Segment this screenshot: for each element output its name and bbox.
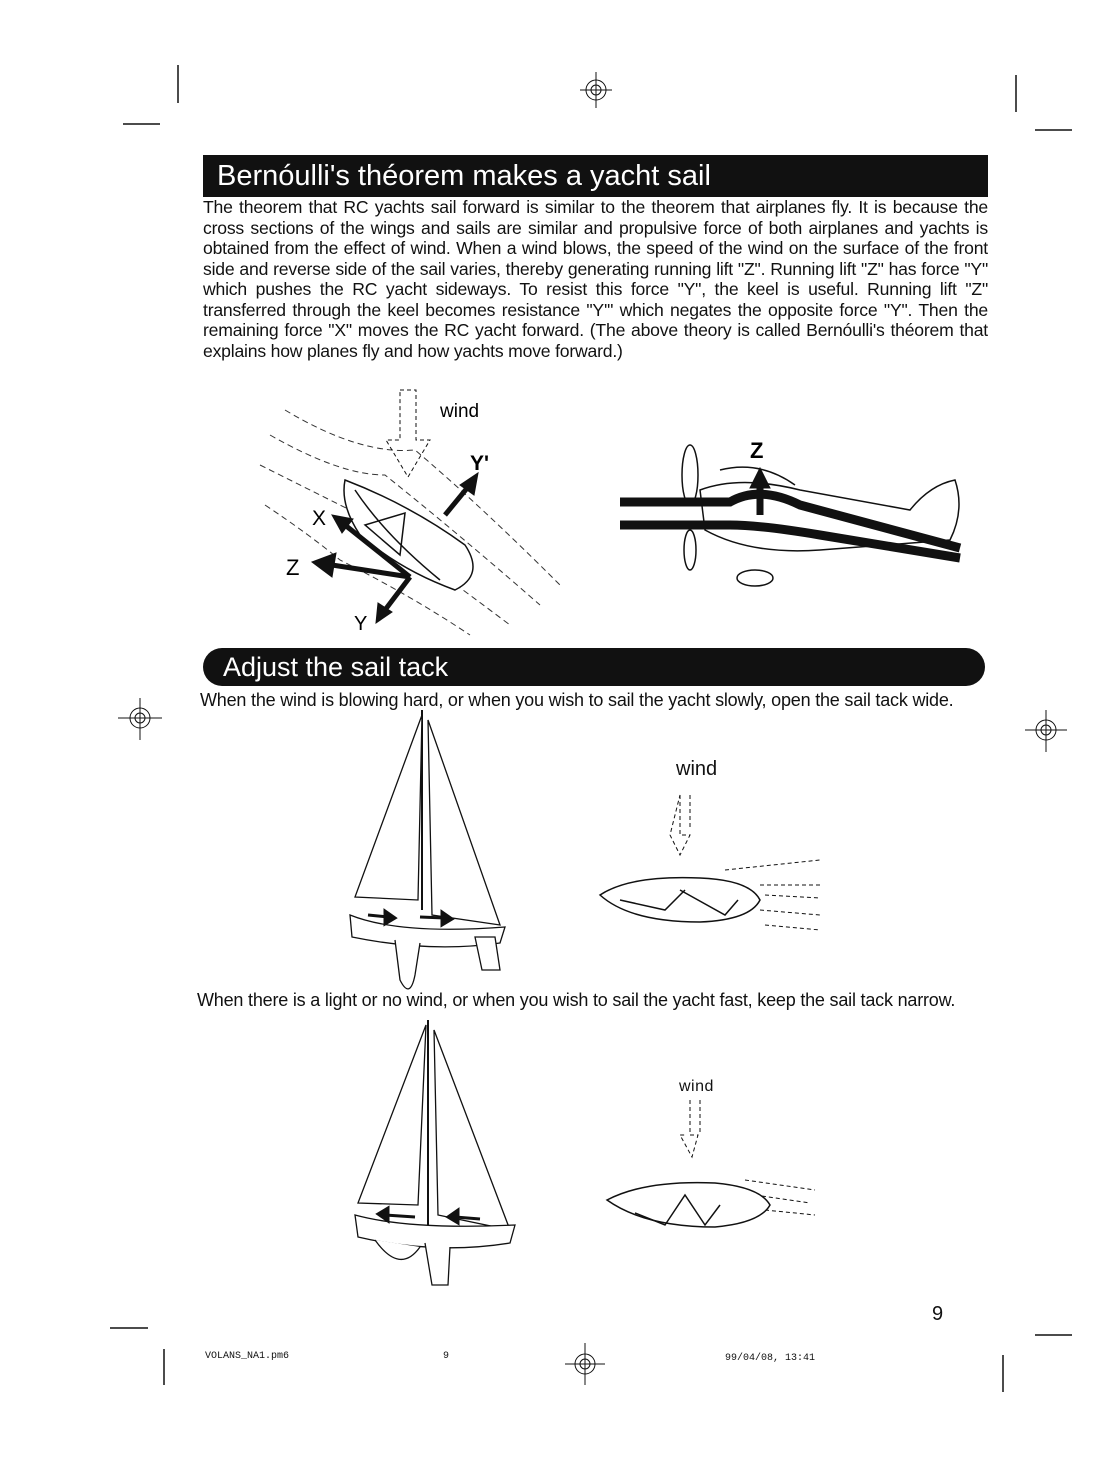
label-z: Z xyxy=(286,555,300,580)
airplane-lift-diagram xyxy=(620,430,970,595)
section-title-bernoulli: Bernóulli's théorem makes a yacht sail xyxy=(203,155,988,197)
footer-page: 9 xyxy=(443,1351,450,1362)
label-y-prime: Y' xyxy=(470,452,490,475)
wind-label: wind xyxy=(440,401,480,422)
registration-mark-bottom xyxy=(565,1343,605,1385)
airplane-body xyxy=(682,445,959,586)
bernoulli-paragraph: The theorem that RC yachts sail forward is similar to the theorem that airplanes fly. It is because the cross sections of the wings and sails are similar and propulsive force of both airplanes and yachts is obtained from the effect of wind. When a wind blows, the speed of the wind on the surface of the front side and reverse side of the sail varies, thereby generating running lift "Z". Running lift "Z" has force "Y" which pushes the RC yacht sideways. To resist this force "Y", the keel is useful. Running lift "Z" transferred through the keel becomes resistance "Y'" which negates the opposite force "Y". Then the remaining force "X" moves the RC yacht forward. (The above theory is called Bernóulli's théorem that explains how planes fly and how yachts move forward.) xyxy=(203,197,988,361)
footer-file: VOLANS_NA1.pm6 xyxy=(205,1351,290,1362)
yacht-narrow-tack xyxy=(340,1015,530,1295)
wind-label-narrow: wind xyxy=(679,1078,714,1095)
footer-datetime: 99/04/08, 13:41 xyxy=(725,1353,816,1364)
yacht-wide-tack xyxy=(340,705,520,1005)
narrow-tack-paragraph: When there is a light or no wind, or when you wish to sail the yacht fast, keep the sail tack narrow. xyxy=(197,990,956,1010)
wind-arrow xyxy=(386,390,430,477)
label-x: X xyxy=(312,507,327,530)
sail-plan-wide xyxy=(590,790,840,940)
registration-mark-top xyxy=(580,72,612,108)
registration-mark-right xyxy=(1025,710,1067,752)
yacht-force-diagram xyxy=(250,385,580,645)
label-y: Y xyxy=(354,613,368,635)
section-title-sail-tack: Adjust the sail tack xyxy=(203,648,985,686)
airplane-lift-label: Z xyxy=(750,438,764,463)
page-number: 9 xyxy=(932,1303,944,1325)
wide-tack-paragraph: When the wind is blowing hard, or when you wish to sail the yacht slowly, open the sail tack wide. xyxy=(200,690,954,710)
wind-label-wide: wind xyxy=(676,758,718,780)
registration-mark-left xyxy=(118,698,162,740)
sail-plan-narrow xyxy=(595,1095,835,1245)
